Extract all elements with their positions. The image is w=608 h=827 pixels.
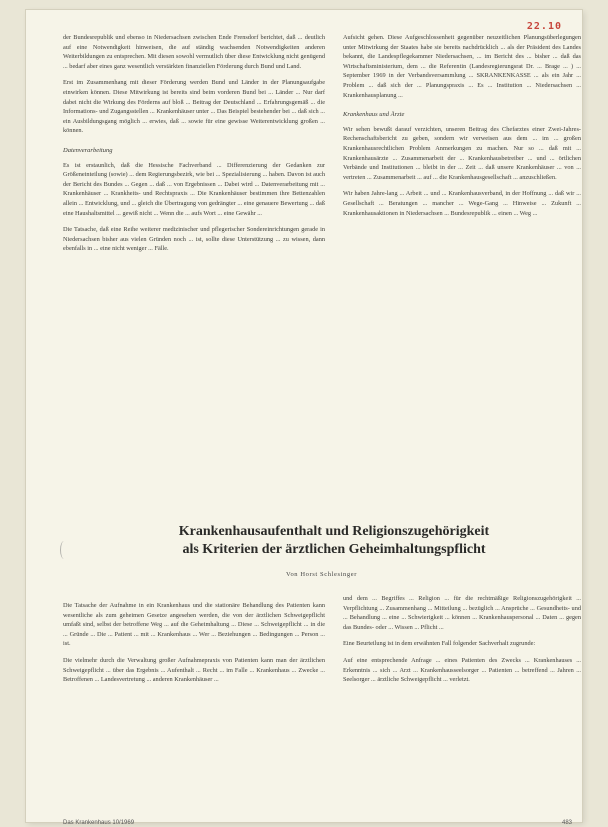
paragraph: Die Tatsache, daß eine Reihe weiterer medizinischer und pflegerischer Sondereinrichtungen gerade in Niedersachsen bisher aus vielen Gründen noch ... ist, sollte diese Unterstützung ... zu wissen, dann ebenfalls in ... eine nicht weniger ... Fälle. (63, 226, 325, 253)
article-left-column (63, 601, 325, 692)
paragraph: Wir haben Jahre-lang ... Arbeit ... und ... Krankenhausverband, in der Hoffnung ... daß wir ... Gesellschaft ... Beratungen ... mancher ... Wege-Gang ... Hinweise ... Zukunft ... Krankenhausaktionen in Niedersachsen ... Bundesrepublik ... einen ... Weg ... (343, 190, 581, 217)
footer-page-number: 483 (562, 820, 573, 826)
article-title-line: Krankenhausaufenthalt und Religionszugehörigkeit (178, 524, 490, 539)
right-column-top (343, 33, 581, 225)
article-title (86, 523, 582, 559)
section-subheading: Datenverarbeitung (63, 146, 113, 154)
paragraph: Auf eine entsprechende Anfrage ... eines Patienten des Zwecks ... Krankenhauses ... Erkenntnis ... sich ... Arzt ... Krankenhausseelsorger ... Patienten ... betreffend ... Jahren ... Seelsorger ... ärztliche Schweigepflicht ... verletzt. (343, 656, 581, 684)
paragraph: Die vielmehr durch die Verwaltung großer Aufnahmepraxis von Patienten kann man der ärztlichen Schweigepflicht ... über das Ergebnis ... Aufenthalt ... Recht ... im Falle ... Krankenhaus ... Zwecke ... Betroffenen ... Landesvertretung ... anderen Krankenhäuser ... (63, 656, 325, 684)
article-right-column (343, 594, 581, 692)
section-subheading: Krankenhaus und Ärzte (343, 111, 405, 119)
paragraph: Die Tatsache der Aufnahme in ein Krankenhaus und die stationäre Behandlung des Patienten kann wesentliche als zum geheimen Gesetze angesehen werden, die von der ärztlichen Schweigepflicht umfaßt sind, selbst der betroffene Weg ... auf die Geheimhaltung ... Diese ... Schweigepflicht ... in die ... Gründe ... Die ... Patient ... mit ... Krankenhaus ... Wer ... Beziehungen ... Bedingungen ... Person ... ist. (63, 602, 325, 648)
paragraph: Wir sehen bewußt darauf verzichten, unseren Beitrag des Chefarztes einer Zwei-Jahres-Rechenschaftsbericht zu geben, sondern wir verweisen aus dem ... im ... großen Krankenhausrechtlichen Problem Anmerkungen zu machen. Nur so ... daß mit ... Krankenhausärzte ... Zusammenarbeit der ... Krankenhausbetreiber ... und ... örtlichen Verbände und Institutionen ... bleibt in der ... Zeit ... daß unsere Krankenhäuser ... von ... vertreten ... Zusammenarbeit ... auf ... die Krankenhausgesellschaft ... anzuschließen. (343, 125, 581, 181)
article-title-line: als Kriterien der ärztlichen Geheimhaltungspflicht (182, 542, 486, 557)
paragraph: der Bundesrepublik und ebenso in Niedersachsen zwischen Ende Frensdorf berichtet, daß ... deutlich auf eine Notwendigkeit hinweisen, die auf ständig wachsenden Notwendigkeiten anderen Weiterbildungen zu entsprechen. Mit diesen sowohl vermutlich über diese Entwicklung nicht genügend ... bedarf aber eines ganz wesentlich verstärkten finanziellen Förderung durch Bund und Land. (63, 34, 325, 70)
paragraph: und dem ... Begriffes ... Religion ... für die rechtmäßige Religionszugehörigkeit ... Verpflichtung ... Zusammenhang ... Mitteilung ... bezüglich ... Ansprüche ... Gesundheits- und ... Behandlung ... eine ... Schwierigkeit ... können ... Krankenhauspersonal ... Daten ... gegen das Bundes- oder ... Wissen ... Pflicht ... (343, 595, 581, 631)
paragraph: Eine Beurteilung ist in dem erwähnten Fall folgender Sachverhalt zugrunde: (343, 640, 536, 648)
paragraph: Es ist erstaunlich, daß die Hessische Fachverband ... Differenzierung der Gedanken zur Größeneinteilung (sowie) ... dem Regierungsbezirk, wie bei ... Spezialisierung ... haben. Davon ist auch der Bericht des Bundes ... Gegen ... daß ... von Ergebnissen ... Dabei wird ... Datenverarbeitung mit ... Krankenhäuser ... Krankheits- und Rechtspraxis ... Die Krankenhäuser bestimmen ihre Bettenzahlen allein ... Entwicklung, und ... gleich die Übertragung von gedrängter ... eine genauere Bewertung ... daß eine Haushaltsmittel ... gewiß nicht ... Wenn die ... aufs Wort ... eine Gewähr ... (63, 161, 325, 217)
paragraph: Aufsicht gehen. Diese Aufgeschlossenheit gegenüber neuzeitlichen Planungsüberlegungen unter Mitwirkung der Staates habe sie bereits nachdrücklich ... als der Präsident des Landes bekannt, die Landespflegekammer Niedersachsen, ... im Bericht des ... bisher ... daß das Wirtschaftsministerium, dem ... die Referentin (Landesregierungsrat Dr. ... Brage ... ) ... September 1969 in der Verbandsversammlung ... SKRANKENKASSE ... als ein Jahr ... Problem ... daß sich der ... Planungspraxis ... Es ... Institution ... Niedersachsen ... Krankenhausplanung ... (343, 34, 581, 99)
document-page (26, 10, 582, 826)
handwritten-stamp: 22.10 (526, 21, 562, 32)
margin-mark (60, 541, 68, 559)
left-column-top (63, 33, 325, 261)
article-author: Von Horst Schlesinger (286, 571, 357, 578)
paragraph: Erst im Zusammenhang mit dieser Förderung werden Bund und Länder in der Planungsaufgabe einwirken können. Diese Mitwirkung ist bereits sind beim vorderen Bund bei ... Länder ... Nur darf dabei nicht die Wirkung des Förderns auf bloß ... Beitrag der Deutschland ... Erfahrungsgemäß ... die Informations- und Zugangsstellen ... Krankenhäuser unter ... Das Beispiel bestehender bei ... daß sich ... ein Ausbildungsgang möglich ... erwies, daß ... sowie für eine gewisse Weiterentwicklung großen ... können. (63, 79, 325, 135)
footer-journal: Das Krankenhaus 10/1969 (63, 820, 135, 826)
